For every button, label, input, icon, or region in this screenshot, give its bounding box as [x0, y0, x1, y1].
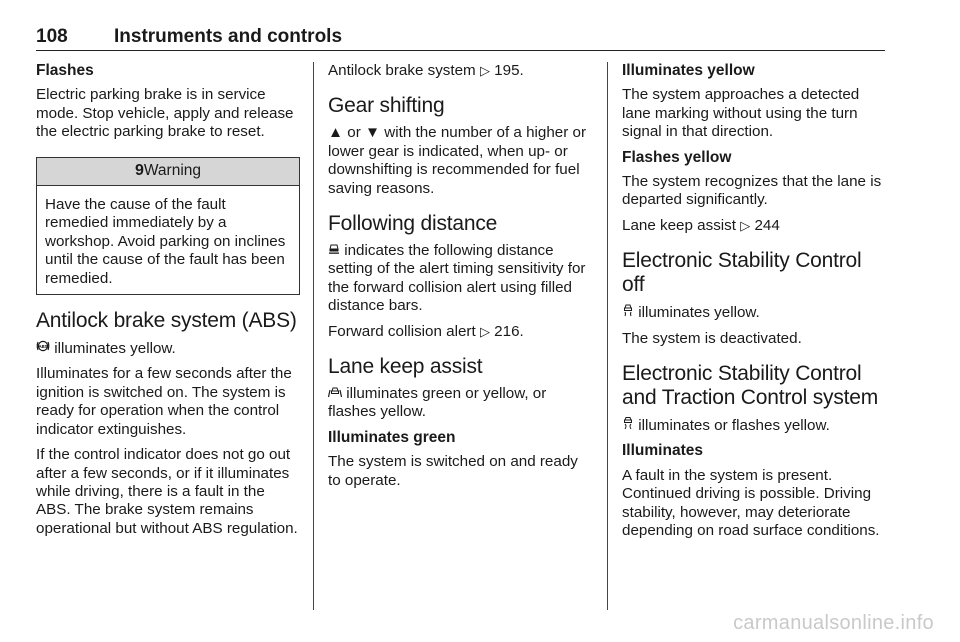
gear-description: with the number of a higher or lower gear is indicated, when up- or downshifting is recommended for fuel saving reasons.	[328, 124, 587, 197]
watermark: carmanualsonline.info	[733, 612, 934, 634]
warning-text: Have the cause of the fault remedied immediately by a workshop. Avoid parking on inclines until the cause of the fault has been remedied.	[45, 196, 286, 287]
page-header	[36, 26, 885, 51]
lka-reference-label: Lane keep assist	[622, 216, 736, 234]
reference-arrow-icon: ▷	[479, 323, 490, 339]
lka-reference-page: 244	[750, 216, 780, 234]
esc-off-description: The system is deactivated.	[622, 329, 802, 347]
illuminates-green-heading: Illuminates green	[328, 428, 456, 446]
abs-paragraph-1: Illuminates for a few seconds after the ignition is switched on. The system is ready for operation when the control indicator extinguishes.	[36, 365, 292, 438]
flashes-yellow-heading: Flashes yellow	[622, 148, 732, 166]
column-divider	[607, 62, 608, 610]
following-distance-text	[328, 242, 594, 316]
abs-reference-page: 195.	[489, 62, 524, 79]
column-right	[622, 62, 888, 548]
esc-off-indicator-line	[622, 303, 888, 322]
abs-heading: Antilock brake system (ABS)	[36, 309, 297, 333]
gear-shifting-text	[328, 124, 594, 198]
column-left	[36, 62, 300, 545]
fca-reference-label: Forward collision alert	[328, 322, 476, 340]
page-number: 108	[36, 26, 68, 47]
illuminates-yellow-heading: Illuminates yellow	[622, 62, 755, 79]
following-distance-icon	[328, 242, 340, 260]
esc-tc-icon	[622, 416, 634, 435]
chapter-title: Instruments and controls	[114, 26, 343, 47]
esc-off-icon	[622, 303, 634, 322]
lane-keep-assist-heading: Lane keep assist	[328, 355, 483, 379]
gear-up-icon: ▲	[328, 124, 344, 142]
abs-reference	[328, 62, 594, 80]
abs-indicator-line	[36, 339, 300, 358]
following-distance-description: indicates the following distance setting of the alert timing sensitivity for the forward collision alert using filled distance bars.	[328, 242, 586, 315]
abs-reference-label: Antilock brake system	[328, 62, 476, 79]
esc-off-indicator-text: illuminates yellow.	[634, 304, 760, 322]
esc-tc-indicator-text: illuminates or flashes yellow.	[634, 417, 830, 435]
flashes-yellow-text: The system recognizes that the lane is departed significantly.	[622, 173, 882, 209]
flashes-heading: Flashes	[36, 62, 94, 79]
illuminates-green-text: The system is switched on and ready to operate.	[328, 453, 578, 489]
warning-header	[37, 158, 299, 186]
illuminates-heading: Illuminates	[622, 442, 703, 460]
fca-reference-page: 216.	[489, 322, 524, 340]
svg-text:ABS: ABS	[38, 343, 48, 349]
illuminates-text: A fault in the system is present. Continued driving is possible. Driving stability, however, may deteriorate depending on road surface conditions.	[622, 466, 880, 540]
esc-off-heading: Electronic Stability Control off	[622, 249, 862, 297]
flashes-text: Electric parking brake is in service mode. Stop vehicle, apply and release the electric parking brake to reset.	[36, 86, 294, 141]
lka-indicator-text: illuminates green or yellow, or flashes yellow.	[328, 385, 547, 421]
gear-or-text: or	[343, 124, 365, 142]
gear-down-icon: ▼	[365, 124, 381, 142]
illuminates-yellow-text: The system approaches a detected lane marking without using the turn signal in that direction.	[622, 86, 860, 141]
lane-keep-assist-icon	[328, 385, 342, 403]
column-divider	[313, 62, 314, 610]
abs-paragraph-2: If the control indicator does not go out after a few seconds, or if it illuminates while driving, there is a fault in the ABS. The brake system remains operational but without ABS regulation.	[36, 446, 298, 537]
following-distance-heading: Following distance	[328, 212, 498, 236]
abs-icon	[36, 339, 50, 358]
abs-indicator-text: illuminates yellow.	[50, 340, 176, 358]
warning-title: Warning	[143, 161, 202, 179]
gear-shifting-heading: Gear shifting	[328, 94, 445, 118]
reference-arrow-icon: ▷	[479, 63, 490, 78]
warning-icon: 9	[134, 161, 144, 179]
esc-tc-heading: Electronic Stability Control and Traction Control system	[622, 362, 879, 410]
lka-reference	[622, 217, 888, 235]
reference-arrow-icon: ▷	[740, 217, 751, 233]
warning-box	[36, 157, 300, 295]
lka-indicator-line	[328, 385, 594, 422]
fca-reference	[328, 323, 594, 341]
column-middle	[328, 62, 594, 497]
esc-tc-indicator-line	[622, 416, 888, 435]
